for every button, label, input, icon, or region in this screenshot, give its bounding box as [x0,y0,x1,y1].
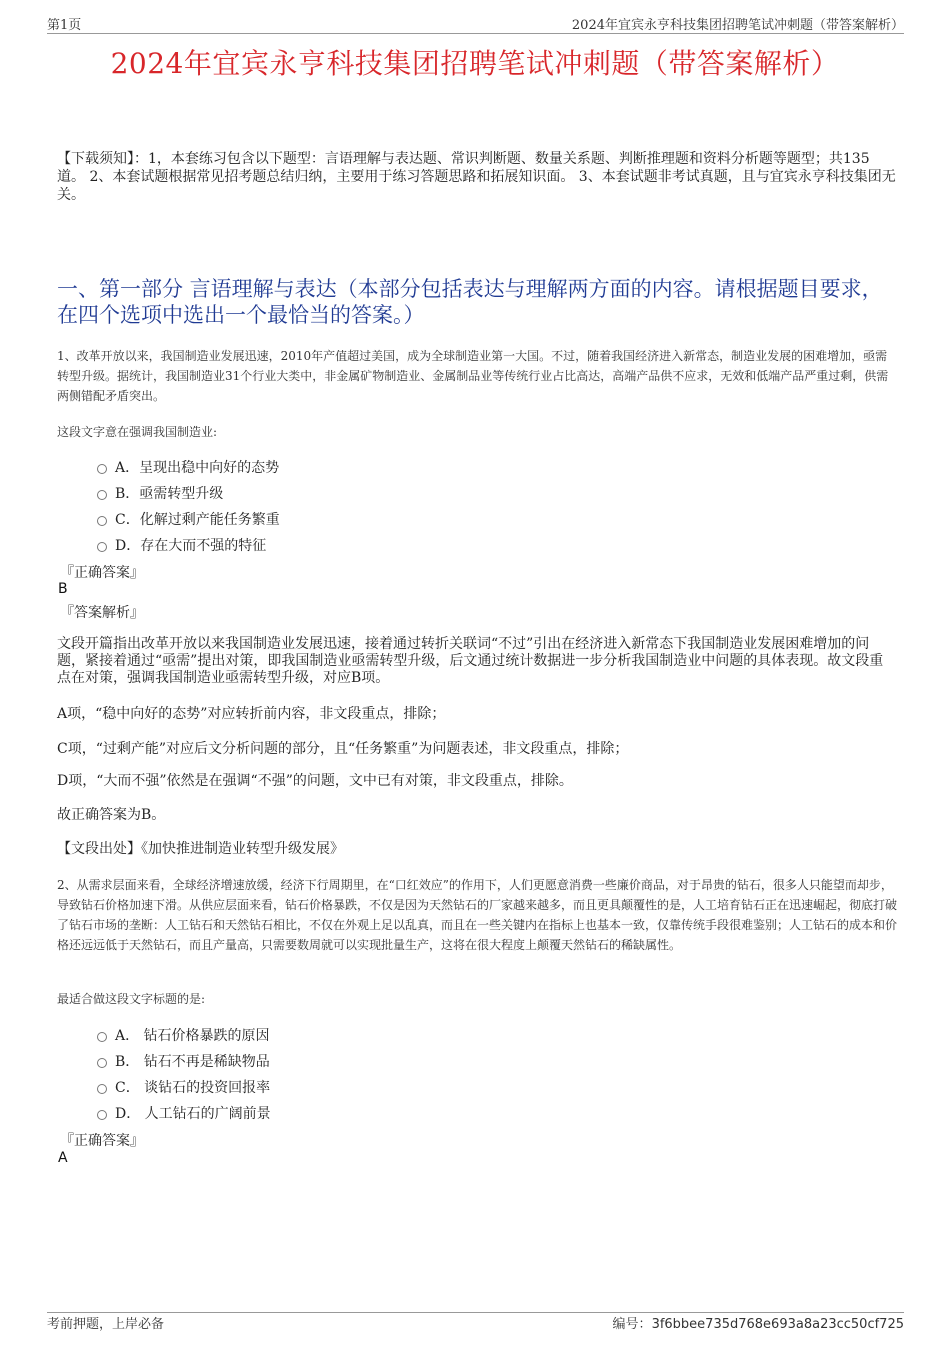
question-2-answer-label: 『正确答案』 [60,1133,144,1149]
download-notice: 【下载须知】：1，本套练习包含以下题型：言语理解与表达题、常识判断题、数量关系题、判断推理题和资料分析题等题型；共135道。 2、本套试题根据常见招考题总结归纳，主要用于练习答题思路和拓展知识面。 3、本套试题非考试真题，且与宜宾永亨科技集团无关。 [57,151,896,203]
question-2-option-a[interactable] [97,1025,270,1045]
radio-icon[interactable] [97,490,107,500]
footer-slogan: 考前押题，上岸必备 [47,1317,165,1332]
question-1-source: 【文段出处】《加快推进制造业转型升级发展》 [57,841,344,857]
question-1-analysis-c: C项，“过剩产能”对应后文分析问题的部分，且“任务繁重”为问题表述，非文段重点，排除； [57,741,629,757]
question-1-analysis-a: A项，“稳中向好的态势”对应转折前内容，非文段重点，排除； [57,706,446,722]
question-1-analysis-label: 『答案解析』 [60,605,144,621]
question-2-text: 2、从需求层面来看，全球经济增速放缓，经济下行周期里，在“口红效应”的作用下，人们更愿意消费一些廉价商品，对于昂贵的钻石，很多人只能望而却步，导致钻石价格加速下滑。从供应层面来看，钻石价格暴跌，不仅是因为天然钻石的厂家越来越多，而且更具颠覆性的是，人工培育钻石正在迅速崛起，彻底打破了钻石市场的垄断：人工钻石和天然钻石相比，不仅在外观上足以乱真，而且在一些关键内在指标上也基本一致，仅靠传统手段很难鉴别；人工钻石的成本和价格还远远低于天然钻石，而且产量高，只需要数周就可以实现批量生产，这将在很大程度上颠覆天然钻石的稀缺属性。 [57,878,898,952]
question-2-answer: A [58,1150,68,1166]
option-label: B．亟需转型升级 [115,486,224,502]
footer-document-code [613,1313,904,1332]
option-label: B． 钻石不再是稀缺物品 [115,1054,270,1070]
page-title: 2024年宜宾永亨科技集团招聘笔试冲刺题（带答案解析） [110,47,840,80]
question-1-option-d[interactable] [97,535,266,555]
question-2-prompt: 最适合做这段文字标题的是: [57,992,206,1006]
radio-icon[interactable] [97,464,107,474]
option-label: D． 人工钻石的广阔前景 [115,1106,271,1122]
question-1-prompt: 这段文字意在强调我国制造业: [57,425,218,439]
question-1-option-a[interactable] [97,457,279,477]
header-doc-title: 2024年宜宾永亨科技集团招聘笔试冲刺题（带答案解析） [571,18,904,33]
section-heading: 一、第一部分 言语理解与表达（本部分包括表达与理解两方面的内容。请根据题目要求，在四个选项中选出一个最恰当的答案。） [57,277,883,327]
question-2-option-b[interactable] [97,1051,270,1071]
question-1-answer-label: 『正确答案』 [60,565,144,581]
radio-icon[interactable] [97,1032,107,1042]
question-1-analysis-d: D项，“大而不强”依然是在强调“不强”的问题，文中已有对策，非文段重点，排除。 [57,773,573,789]
radio-icon[interactable] [97,1084,107,1094]
question-1-option-c[interactable] [97,509,280,529]
question-2-option-d[interactable] [97,1103,271,1123]
radio-icon[interactable] [97,1110,107,1120]
footer-code-value: 3f6bbee735d768e693a8a23cc50cf725 [651,1317,904,1332]
question-2-option-c[interactable] [97,1077,270,1097]
radio-icon[interactable] [97,542,107,552]
question-1-conclusion: 故正确答案为B。 [57,807,166,823]
option-label: C．化解过剩产能任务繁重 [115,512,280,528]
option-label: A． 钻石价格暴跌的原因 [115,1028,270,1044]
footer-code-label: 编号： [612,1317,652,1332]
radio-icon[interactable] [97,516,107,526]
question-1-text: 1、改革开放以来，我国制造业发展迅速，2010年产值超过美国，成为全球制造业第一大国。不过，随着我国经济进入新常态，制造业发展的困难增加，亟需转型升级。据统计，我国制造业31个行业大类中，非金属矿物制造业、金属制品业等传统行业占比高达，高端产品供不应求，无效和低端产品严重过剩，供需两侧错配矛盾突出。 [57,349,889,403]
option-label: D．存在大而不强的特征 [115,538,267,554]
page-number: 第1页 [47,18,82,33]
radio-icon[interactable] [97,1058,107,1068]
question-1-answer: B [58,581,68,597]
option-label: C． 谈钻石的投资回报率 [115,1080,271,1096]
option-label: A．呈现出稳中向好的态势 [115,460,280,476]
question-1-analysis-paragraph: 文段开篇指出改革开放以来我国制造业发展迅速，接着通过转折关联词“不过”引出在经济进入新常态下我国制造业发展困难增加的问题，紧接着通过“亟需”提出对策，即我国制造业亟需转型升级，后文通过统计数据进一步分析我国制造业中问题的具体表现。故文段重点在对策，强调我国制造业亟需转型升级，对应B项。 [57,636,884,686]
question-1-option-b[interactable] [97,483,223,503]
header-divider [47,33,904,34]
